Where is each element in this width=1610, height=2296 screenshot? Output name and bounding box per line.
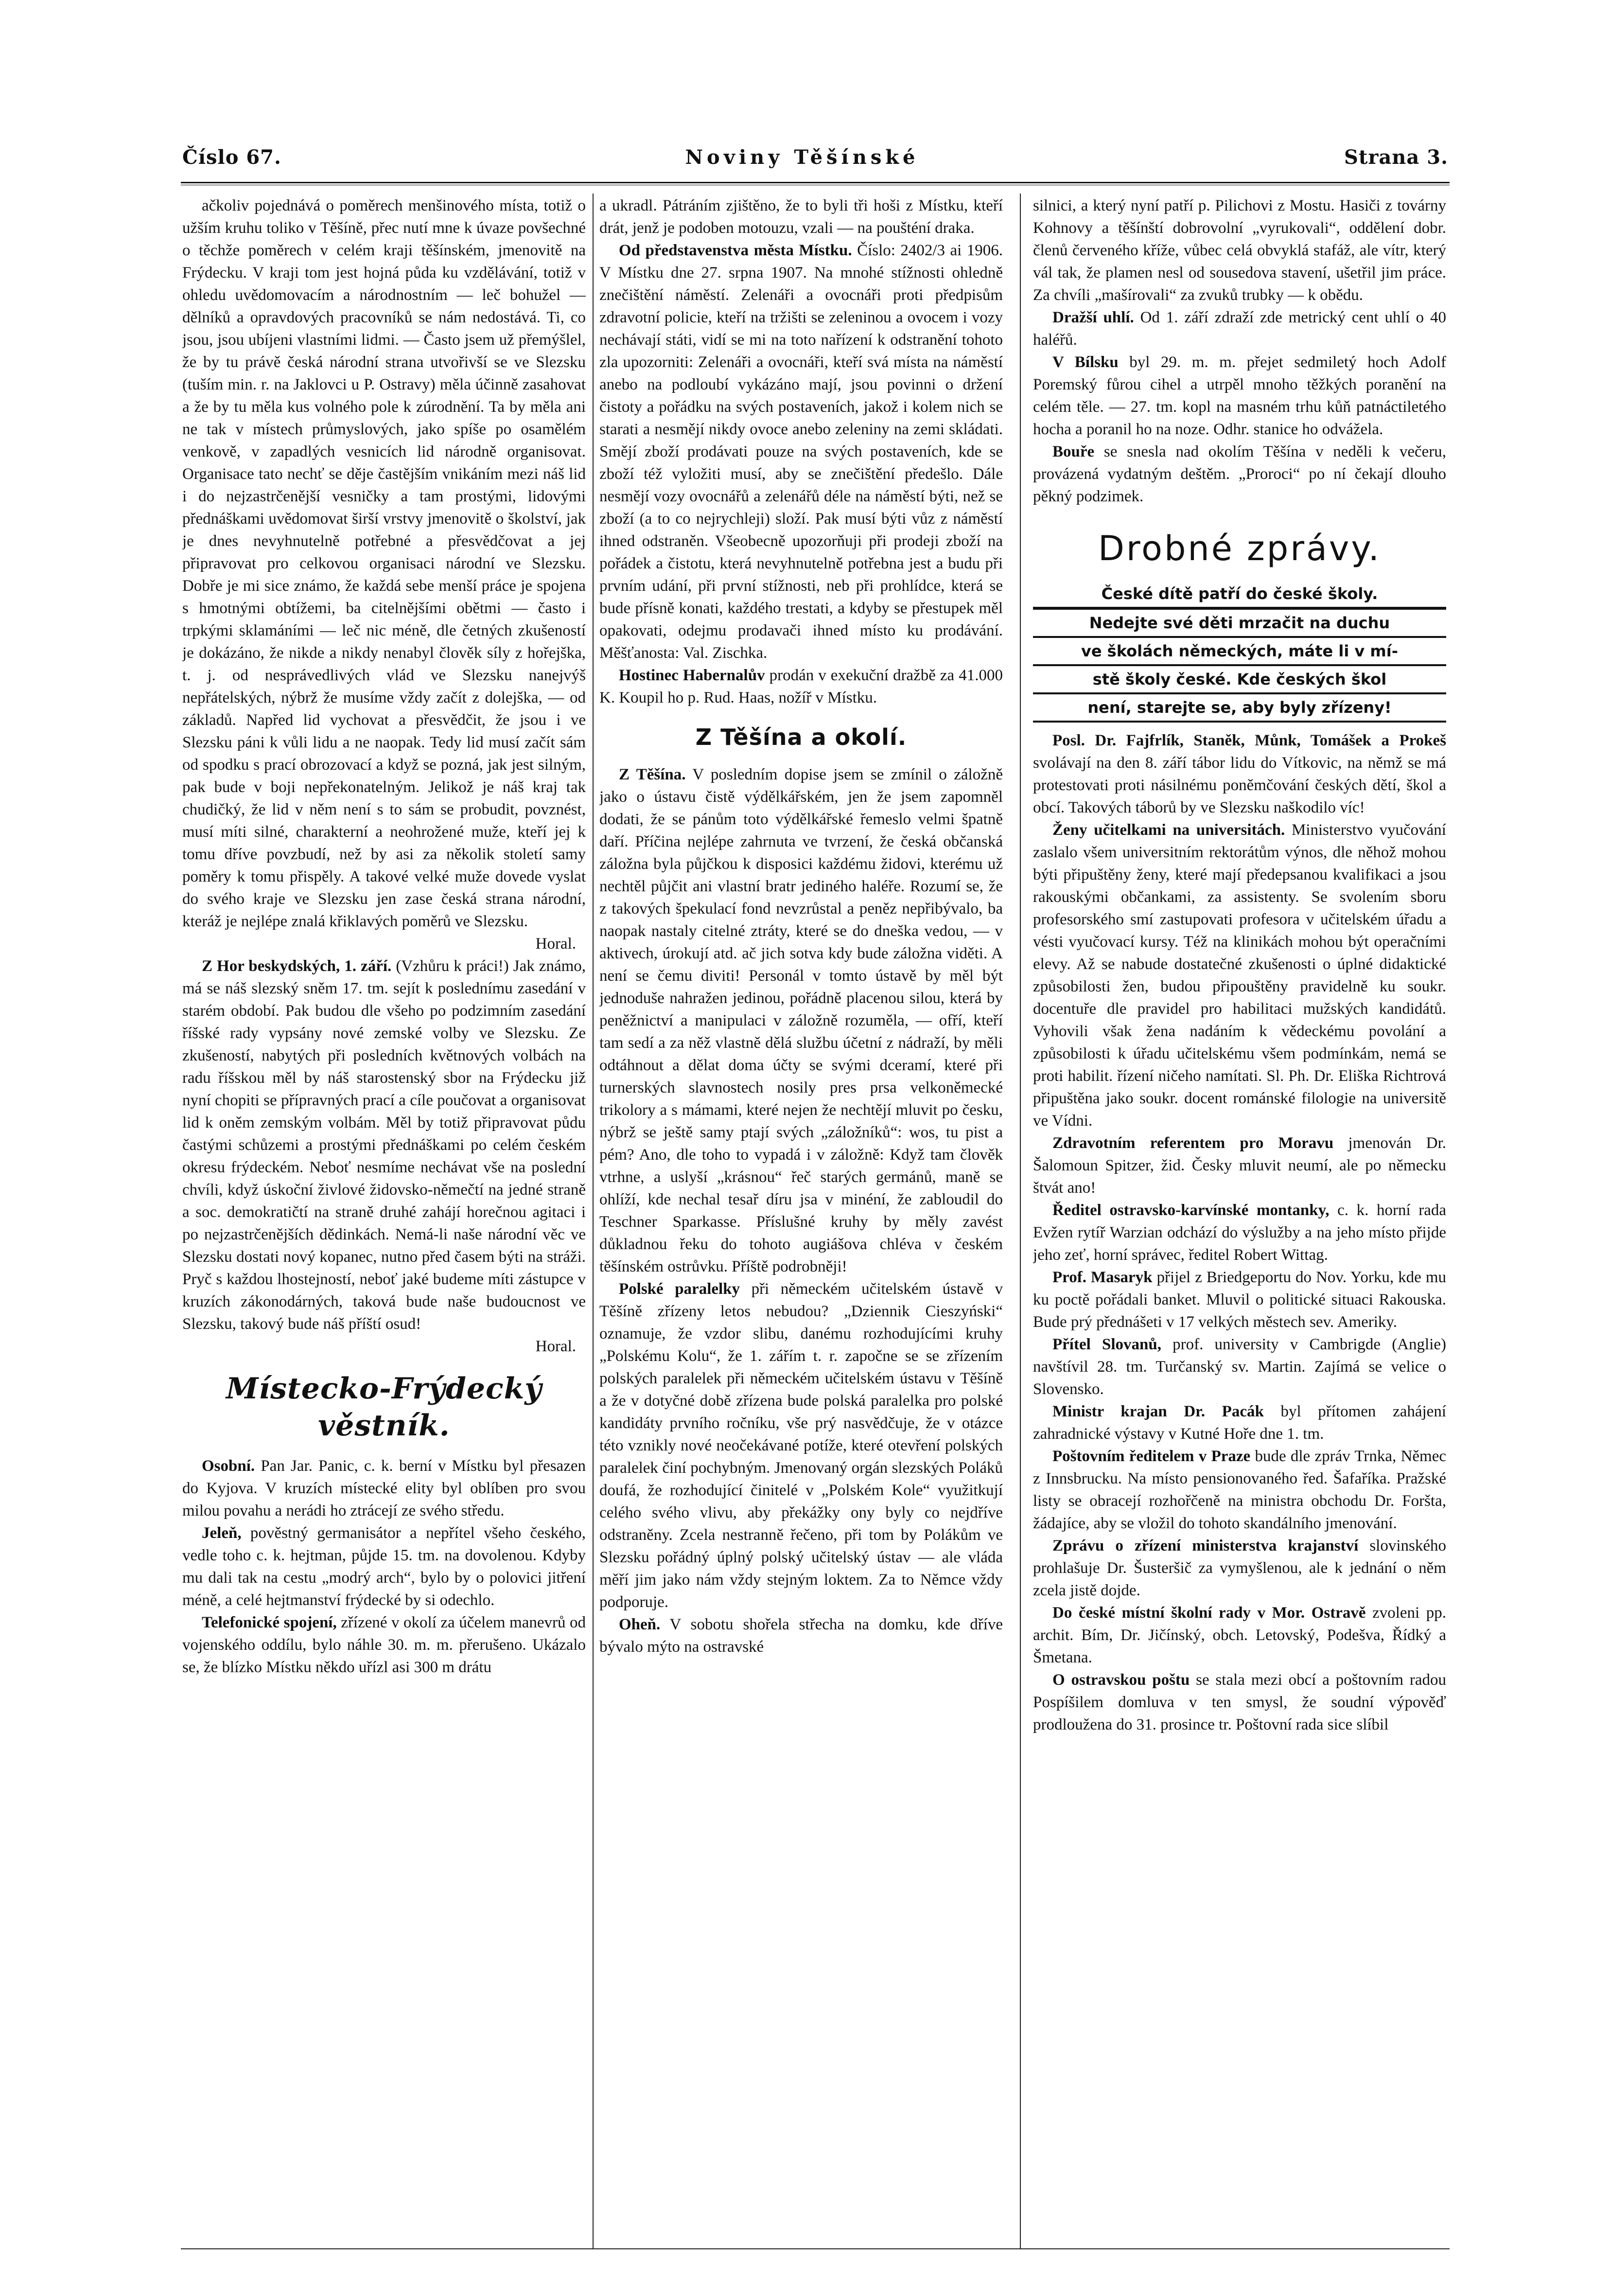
article-paragraph: Prof. Masaryk přijel z Briedgeportu do Nov. Yorku, kde mu ku poctě pořádali banket. Mluvil o politické situaci Rakouska. Bude prý přednášeti v 17 velkých městech sev. Ameriky. [1033, 1269, 1446, 1331]
column-separator [1020, 194, 1021, 2249]
article-paragraph: Oheň. V sobotu shořela střecha na domku, kde dříve bývalo mýto na ostravské [599, 1616, 1003, 1656]
article-paragraph: Bouře se snesla nad okolím Těšína v neděli k večeru, provázená vydatným deštěm. „Proroci“ po ní čekají dlouho pěkný podzimek. [1033, 443, 1446, 505]
footer-rule [181, 2248, 1450, 2249]
article-paragraph: Ministr krajan Dr. Pacák byl přítomen zahájení zahradnické výstavy v Kutné Hoře dne 1. tm. [1033, 1403, 1446, 1443]
article-lead: Hostinec Habernalův [619, 667, 765, 684]
article-paragraph: Posl. Dr. Fajfrlík, Staněk, Můnk, Tomášek a Prokeš svolávají na den 8. září tábor lidu do Vítkovic, na němž se má protestovati proti násilnému poněmčování českých dětí, škol a obcí. Takových táborů by ve Slezsku naškodilo víc! [1033, 732, 1446, 816]
appeal-line: stě školy české. Kde českých škol [1033, 666, 1446, 694]
article-lead: Telefonické spojení, [202, 1614, 337, 1631]
article-lead: Z Těšína. [619, 766, 686, 783]
article-paragraph: Hostinec Habernalův prodán v exekuční dražbě za 41.000 K. Koupil ho p. Rud. Haas, nožíř v Místku. [599, 667, 1003, 706]
article-paragraph: silnici, a který nyní patří p. Pilichovi z Mostu. Hasiči z továrny Kohnovy a těšínští dobrovolní „vyrukovali“, oddělení dobr. členů červeného kříže, vůbec celá obvyklá stafáž, ale vítr, který vál tak, že plamen nesl od sousedova stavení, ušetřil jim práce. Za chvíli „mašírovali“ za zvuků trubky — k obědu. [1033, 197, 1446, 304]
appeal-line: Nedejte své děti mrzačit na duchu [1033, 610, 1446, 638]
article-paragraph: Osobní. Pan Jar. Panic, c. k. berní v Místku byl přesazen do Kyjova. V kruzích místecké elity byl oblíben pro svou milou povahu a nerádi ho ztrácejí ze svého středu. [182, 1457, 586, 1519]
signature: Horal. [535, 1338, 576, 1355]
article-paragraph: Do české místní školní rady v Mor. Ostravě zvoleni pp. archit. Bím, Dr. Jičínský, obch. Letovský, Podešva, Řídký a Šmetana. [1033, 1604, 1446, 1666]
article-lead: Bouře [1052, 443, 1095, 460]
article-paragraph: Polské paralelky při německém učitelském ústavě v Těšíně zřízeny letos nebudou? „Dziennik Cieszyński“ oznamuje, že vzdor slibu, danému rozhodujícími kruhy „Polskému Kolu“, že 1. zářím t. r. započne se se zřízením polských paralelek při německém učitelském ústavu v Těšíně a že v dotyčné době zřízena bude polská paralelka pro polské kandidáty prvního ročníku, vše prý nasvědčuje, že v otázce této vznikly nové neočekávané potíže, které otevření polských paralelek činí pochybným. Jmenovaný orgán slezských Poláků doufá, že rozhodující činitelé v „Polském Kole“ využitkují celého svého vlivu, aby překážky ony byly co nejdříve odstraněny. Zcela nestranně řečeno, při tom by Polákům ve Slezsku pořádný úplný polský učitelský ústav — ale vláda měří jim jako nám vždy stejným loktem. Za to Němce vždy podporuje. [599, 1280, 1003, 1611]
article-lead: Oheň. [619, 1616, 661, 1633]
article-paragraph: Od představenstva města Místku. Číslo: 2402/3 ai 1906. V Místku dne 27. srpna 1907. Na mnohé stížnosti ohledně znečištění náměstí. Zelenáři a ovocnáři proti předpisům zdravotní policie, kteří na tržišti se zeleninou a ovocem i vozy nechávají státi, vidí se mi na toto nařízení k odstranění tohoto zla upozorniti: Zelenáři a ovocnáři, kteří svá místa na náměstí anebo na podloubí vykázáno mají, jsou povinni o držení čistoty a pořádku na svých postaveních, jakož i kolem nich se starati a nesmějí nikdy ovoce anebo zeleniny na zemi skládati. Smějí zboží prodávati pouze na svých postaveních, kde se zboží též vyložiti musí, aby se znečištění předešlo. Dále nesmějí vozy ovocnářů a zelenářů déle na náměstí býti, než se zboží (a to co nejrychleji) složí. Pak musí býti vůz z náměstí ihned odstraněn. Všeobecně upozorňuji při prodeji zboží na pořádek a čistotu, která nevyhnutelně potřebna jest a budu při prvním udání, při první stížnosti, neb při prohlídce, která se bude přísně konati, každého trestati, a kdyby se přestupek měl opakovati, odejmu prodavači ihned místo ku prodávání. Měšťanosta: Val. Zischka. [599, 242, 1003, 662]
column-2 [599, 194, 1003, 2249]
article-lead: Od představenstva města Místku. [619, 242, 852, 259]
article-lead: Jeleň, [202, 1524, 242, 1542]
article-paragraph: Telefonické spojení, zřízené v okolí za účelem manevrů od vojenského oddílu, bylo náhle 30. m. m. přerušeno. Ukázalo se, že blízko Místku někdo uřízl asi 300 m drátu [182, 1614, 586, 1676]
article-lead: Prof. Masaryk [1052, 1269, 1153, 1286]
issue-number: Číslo 67. [182, 146, 281, 169]
article-lead: Ministr krajan Dr. Pacák [1052, 1403, 1264, 1420]
article-paragraph: a ukradl. Pátráním zjištěno, že to byli tři hoši z Místku, kteří drát, jenž je podoben motouzu, vzali — na poušténí draka. [599, 197, 1003, 237]
article-paragraph: Přítel Slovanů, prof. university v Cambrigde (Anglie) navštívil 28. tm. Turčanský sv. Martin. Zajímá se velice o Slovensko. [1033, 1336, 1446, 1398]
article-paragraph: V Bílsku byl 29. m. m. přejet sedmiletý hoch Adolf Poremský fůrou cihel a utrpěl mnoho těžkých poranění na celém těle. — 27. tm. kopl na masném trhu kůň patnáctiletého hocha a poranil ho na noze. Odhr. stanice ho odvážela. [1033, 353, 1446, 438]
article-lead: V Bílsku [1052, 353, 1119, 371]
signature: Horal. [535, 935, 576, 953]
article-paragraph: Jeleň, pověstný germanisátor a nepřítel všeho českého, vedle toho c. k. hejtman, půjde 15. tm. na dovolenou. Kdyby mu dali tak na cestu „modrý arch“, bylo by o polovici jitření méně, a celé hejtmanství frýdecké by si odechlo. [182, 1524, 586, 1609]
article-paragraph: Z Hor beskydských, 1. září. (Vzhůru k práci!) Jak známo, má se náš slezský sněm 17. tm. sejít k poslednímu zasedání v starém období. Pak budou dle všeho po podzimním zasedání říšské rady vypsány nové zemské volby ve Slezsku. Ze zkušeností, nabytých při posledních květnových volbách na radu říšskou měl by náš starostenský sbor na Frýdecku již nyní chopiti se přípravných prací a cíle poučovat a organisovat lid k oněm zemským volbám. Měl by totiž připravovat půdu častými schůzemi a prostými přednáškami po celém českém okresu frýdeckém. Neboť nesmíme nechávat vše na poslední chvíli, když úskoční živlové židovsko-němečtí na jedné straně a soc. demokratičtí na straně druhé zahájí horečnou agitaci i po nejzastrčenějších dědinkách. Nemá-li naše národní věc ve Slezsku dostati nový kopanec, nutno před časem býti na stráži. Pryč s každou lhostejností, neboť jaké budeme míti zástupce v kruzích zákonodárných, taková bude naše budoucnost ve Slezsku, takový bude náš příští osud! [182, 957, 586, 1333]
article-paragraph: Poštovním ředitelem v Praze bude dle zpráv Trnka, Němec z Innsbrucku. Na místo pensionovaného řed. Šafaříka. Pražské listy se obracejí rozhořčeně na ministra obchodu Dr. Foršta, žádajíce, aby se vložil do tohoto skandálního jmenování. [1033, 1448, 1446, 1532]
column-3 [1033, 194, 1446, 2249]
article-paragraph: Zdravotním referentem pro Moravu jmenován Dr. Šalomoun Spitzer, žid. Česky mluvit neumí, ale po německu štvát ano! [1033, 1134, 1446, 1197]
section-heading-drobne: Drobné zprávy. [1098, 529, 1382, 568]
article-lead: Poštovním ředitelem v Praze [1052, 1448, 1251, 1465]
school-appeal-box [1033, 581, 1446, 723]
section-heading-mistek: Místecko-Frýdecký věstník. [226, 1372, 542, 1443]
article-paragraph: O ostravskou poštu se stala mezi obcí a poštovním radou Pospíšilem domluva v ten smysl, že soudní výpověď prodloužena do 31. prosince tr. Poštovní rada sice slíbil [1033, 1671, 1446, 1733]
article-paragraph: Ředitel ostravsko-karvínské montanky, c. k. horní rada Evžen rytíř Warzian odchází do výslužby a na jeho místo přijde jeho zeť, horní správec, ředitel Robert Wittag. [1033, 1201, 1446, 1264]
article-paragraph: ačkoliv pojednává o poměrech menšinového místa, totiž o užším kruhu toliko v Těšíně, přec nutí mne k úvaze povšechné o těchže poměrech v celém kraji těšínském, jmenovitě na Frýdecku. V kraji tom jest hojná půda ku vzdělávání, totiž v ohledu uvědomovacím a národnostním — leč bohužel — dělníků a opravdových pracovníků se nám nedostává. Ti, co jsou, jsou ubíjeni vlastními lidmi. — Často jsem už přemýšlel, že by tu právě česká národní strana utvořivší se ve Slezsku (tuším min. r. na Jaklovci u P. Ostravy) měla účinně zasahovat a že by tu měla kus volného pole k zúrodnění. Ta by měla ani ne tak v místech průmyslových, jako spíše po osamělém venkově, v zapadlých vesnicích lid národně organisovat. Organisace tato nechť se děje častějším vnikáním mezi náš lid i do nejzastrčenější vesničky a tam prostými, lidovými přednáškami uvědomovat širší vrstvy jmenovitě o školství, jak je dnes nevyhnutelně potřebné a přesvědčovat a jej připravovat pro celkovou organisaci národní ve Slezsku. Dobře je mi sice známo, že každá sebe menší práce je spojena s hmotnými obtížemi, ba citelnějšími obětmi — často i trpkými sklamáními — leč nic méně, dle četných zkušeností je dokázáno, že nikde a nikdy nenabyl člověk síly z hořejška, t. j. od nesprávedlivých vlád ve Slezsku nanejvýš nepřátelských, nýbrž že musíme vždy začít z dolejška, — od základů. Napřed lid vychovat a přesvědčit, že jsou i ve Slezsku páni k vůli lidu a ne naopak. Tedy lid musí začít sám od spodku s prací obrozovací a když se pozná, jak jest silným, pak bude v boji nepřekonatelným. Jelikož je náš kraj tak chudičký, že lid v něm není s to sám se probudit, povznést, musí míti silné, charakterní a neohrožené muže, kteří jej k tomu dříve povzbudí, než by asi za několik století samy poměry k tomu přispěly. A takové velké muže dovede vyslat do svého kraje ve Slezsku jen zase česká strana národní, kteráž je nejlépe znalá křiklavých poměrů ve Slezsku. [182, 197, 586, 930]
article-lead: Přítel Slovanů, [1052, 1336, 1161, 1353]
column-separator [593, 194, 594, 2249]
section-heading-tesin: Z Těšína a okolí. [695, 724, 907, 750]
article-lead: Ředitel ostravsko-karvínské montanky, [1052, 1201, 1330, 1219]
article-paragraph: Dražší uhlí. Od 1. září zdraží zde metrický cent uhlí o 40 haléřů. [1033, 309, 1446, 349]
article-lead: Zdravotním referentem pro Moravu [1052, 1134, 1334, 1152]
appeal-line: České dítě patří do české školy. [1033, 581, 1446, 610]
article-lead: O ostravskou poštu [1052, 1671, 1190, 1689]
appeal-line: není, starejte se, aby byly zřízeny! [1033, 694, 1446, 723]
article-lead: Zprávu o zřízení ministerstva krajanství [1052, 1537, 1359, 1554]
header-rule [181, 182, 1450, 183]
article-lead: Osobní. [202, 1457, 255, 1475]
column-1 [182, 194, 586, 2249]
article-lead: Posl. Dr. Fajfrlík, Staněk, Můnk, Tomášek a Prokeš [1052, 732, 1446, 749]
article-lead: Polské paralelky [619, 1280, 740, 1298]
article-paragraph: Zprávu o zřízení ministerstva krajanství slovinského prohlašuje Dr. Šusteršič za vymyšlenou, ale k jednání o něm zcela jistě dojde. [1033, 1537, 1446, 1599]
article-paragraph: Z Těšína. V posledním dopise jsem se zmínil o záložně jako o ústavu čistě výdělkářském, jen že jsem zapomněl dodati, že se pánům toto výdělkářské řemeslo velmi špatně daří. Příčina nejlépe zahrnuta ve tvrzení, že česká občanská záložna byla půjčkou k disposici každému židovi, kterému už nechtěl půjčit ani vlastní bratr jediného haléře. Rozumí se, že z takových špekulací fond nevzrůstal a peněz nepřibývalo, ba naopak nastaly citelné ztráty, které se do dneška vedou, — v aktivech, úrokují atd. ač jich sotva kdy bude záložna viděti. A není se čemu diviti! Personál v tomto ústavě by měl být jednoduše nahražen jedinou, pořádně placenou silou, která by peněžnictví a manipulaci v záložně rozuměla, — ofří, kteří tam sedí a za něž vlastně dělá službu účetní z nádraží, by měli odtáhnout a dělat doma účty se svými dceramí, které při turnerských slavnostech nosily pres prsa velkoněmecké trikolory a s mámami, které nejen že nechtějí mluvit po česku, nýbrž se ještě samy ptají svých „záložníků“: wos, tu pist a pém? Ano, dle toho to vypadá i v záložně: Když tam člověk vtrhne, a uslyší „krásnou“ řeč starých germánů, maně se ohlíží, kde nechal tesař díru jsa v minéní, že zabloudil do Teschner Sparkasse. Příslušné kruhy by měly zavést důkladnou řeku do tohoto augiášova chléva v českém těšínském ostrůvku. Příště podrobněji! [599, 766, 1003, 1275]
article-lead: Z Hor beskydských, 1. září. [202, 957, 392, 975]
article-lead: Do české místní školní rady v Mor. Ostravě [1052, 1604, 1366, 1622]
newspaper-title: Noviny Těšínské [685, 146, 919, 169]
appeal-line: ve školách německých, máte li v mí- [1033, 638, 1446, 666]
article-lead: Ženy učitelkami na universitách. [1052, 821, 1285, 839]
article-lead: Dražší uhlí. [1052, 309, 1134, 326]
page-number: Strana 3. [1344, 146, 1448, 169]
article-paragraph: Ženy učitelkami na universitách. Ministerstvo vyučování zaslalo všem universitním rektorátům výnos, dle něhož mohou býti připuštěny ženy, které mají předepsanou kvalifikaci a jsou rakouskými občankami, za assistenty. Se svolením sboru profesorského smí zastupovati profesora v učitelském úřadu a vésti vyučovací kursy. Též na klinikách mohou být operačními elevy. Až se nabude dostatečné zkušenosti o úplné didaktické způsobilosti žen, budou připouštěny pravidelně ku soukr. docentuře dle pravidel pro habilitaci mužských kandidátů. Vyhovili však žena nadáním k vědeckému povolání a způsobilosti k úřadu učitelskému všem podmínkám, nemá se proti habilit. řízení ničeho namítati. Sl. Ph. Dr. Eliška Richtrová připuštěna jako soukr. docent románské filologie na universitě ve Vídni. [1033, 821, 1446, 1130]
